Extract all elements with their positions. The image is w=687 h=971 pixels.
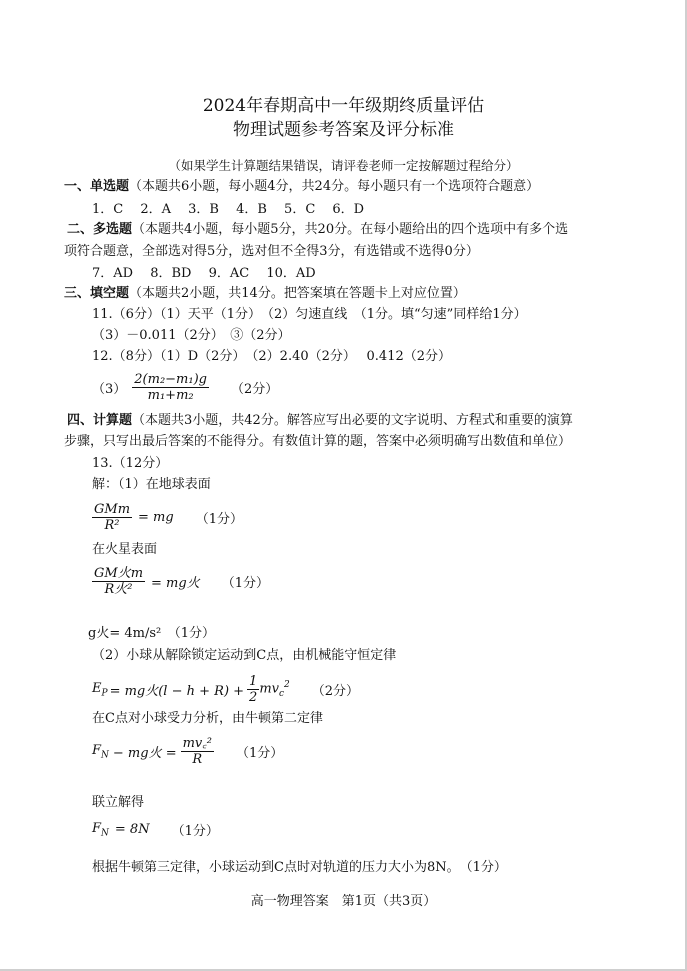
equation-energy-tail-sub: c [279,688,285,699]
question-13-title: 13.（12分） [92,456,169,471]
question-11-line-1: 11.（6分）（1）天平（1分） （2）匀速直线 （1分。填“匀速”同样给1分） [92,307,527,322]
mars-gravity-result: g火= 4m/s² （1分） [88,626,215,641]
section-multi-choice [67,221,568,239]
section-single-choice-heading: 一、单选题 [64,179,130,194]
equation-mars-numerator: GM火m [94,566,144,581]
question-11-line-2: （3）－0.011（2分） ③（2分） [92,328,291,343]
equation-mars-rhs: = mg火 [151,576,200,591]
equation-energy-lhs-symbol: E [92,680,102,696]
part-2-intro: （2）小球从解除锁定运动到C点，由机械能守恒定律 [92,648,397,663]
section-multi-choice-desc-1: （本题共4小题，每小题5分，共20分。在每小题给出的四个选项中有多个选 [132,222,569,237]
equation-earth-denominator: R² [104,518,120,533]
equation-newton-denominator: R [192,752,203,767]
section-calculation-desc-2: 步骤，只写出最后答案的不能得分。有数值计算的题，答案中必须明确写出数值和单位） [64,434,572,449]
equation-energy-tail: $mv_c^2$ [259,680,290,699]
solution-intro: 解：（1）在地球表面 [92,477,211,492]
section-calculation-desc-1: （本题共3小题，共42分。解答应写出必要的文字说明、方程式和重要的演算 [132,413,573,428]
question-12-line-1: 12.（8分）（1）D（2分） （2）2.40（2分） 0.412（2分） [92,349,452,364]
combined-solution-label: 联立解得 [92,795,145,810]
question-12-part-3 [92,372,278,403]
equation-newton-fraction [181,736,214,767]
multi-choice-answers: 7．AD 8．BD 9．AC 10．AD [92,266,316,281]
section-fill-blank [64,285,466,303]
equation-newton-lhs-sub: N [101,750,109,761]
single-choice-answers: 1．C 2．A 3．B 4．B 5．C 6．D [92,202,365,217]
section-single-choice [64,178,539,196]
equation-energy-half [247,674,259,705]
equation-mars-gravity [92,566,269,597]
page-footer: 高一物理答案 第1页（共3页） [250,894,437,909]
equation-newton-second-law [92,736,283,767]
question-12-points: （2分） [231,382,279,397]
equation-newton-points: （1分） [236,746,284,761]
equation-mars-denominator: R火² [104,582,133,597]
equation-earth-rhs: = mg [138,510,174,525]
section-multi-choice-heading: 二、多选题 [67,222,133,237]
equation-normal-lhs-sub: N [101,828,109,839]
section-calculation [67,412,573,430]
title-line-2: 物理试题参考答案及评分标准 [233,120,454,140]
equation-normal-points: （1分） [171,824,219,839]
equation-energy-half-denominator: 2 [249,690,258,705]
question-12-numerator: 2(m₂−m₁)g [134,372,207,387]
equation-normal-lhs-symbol: F [92,820,102,836]
equation-normal-force-result [92,820,219,839]
equation-energy-tail-symbol: mv [259,681,279,697]
question-12-denominator: m₁+m₂ [147,388,194,403]
title-line-1: 2024年春期高中一年级期终质量评估 [202,96,485,116]
equation-newton-lhs-symbol: F [92,742,102,758]
equation-mars-fraction [92,566,145,597]
mars-surface-label: 在火星表面 [92,542,158,557]
section-single-choice-desc: （本题共6小题，每小题4分，共24分。每小题只有一个选项符合题意） [129,179,540,194]
equation-earth-fraction [92,502,132,533]
section-fill-blank-desc: （本题共2小题，共14分。把答案填在答题卡上对应位置） [129,286,466,301]
equation-earth-numerator: GMm [94,502,131,517]
equation-earth-gravity [92,502,243,533]
equation-newton-lhs [92,743,109,761]
equation-energy-points: （2分） [311,684,360,699]
equation-energy-lhs-sub: P [101,688,108,699]
question-12-fraction [132,372,209,403]
section-fill-blank-heading: 三、填空题 [64,286,130,301]
force-analysis-text: 在C点对小球受力分析，由牛顿第二定律 [92,711,323,726]
conclusion-text: 根据牛顿第三定律，小球运动到C点时对轨道的压力大小为8N。 （1分） [92,860,507,875]
equation-newton-numerator: mv꜀² [182,736,212,751]
equation-energy-lhs [92,681,108,699]
equation-energy-conservation [92,674,359,705]
equation-newton-middle: − mg火 = [112,746,177,761]
grading-note: （如果学生计算题结果错误，请评卷老师一定按解题过程给分） [168,158,519,173]
equation-mars-points: （1分） [221,576,269,591]
question-12-part-3-label: （3） [92,382,127,397]
equation-earth-points: （1分） [195,512,243,527]
section-multi-choice-desc-2: 项符合题意，全部选对得5分，选对但不全得3分，有选错或不选得0分） [64,244,479,259]
section-calculation-heading: 四、计算题 [67,413,133,428]
equation-normal-lhs [92,821,109,839]
equation-normal-rhs: = 8N [114,822,150,837]
equation-energy-middle: = mg火(l − h + R) + [109,684,245,699]
equation-energy-half-numerator: 1 [249,674,258,689]
